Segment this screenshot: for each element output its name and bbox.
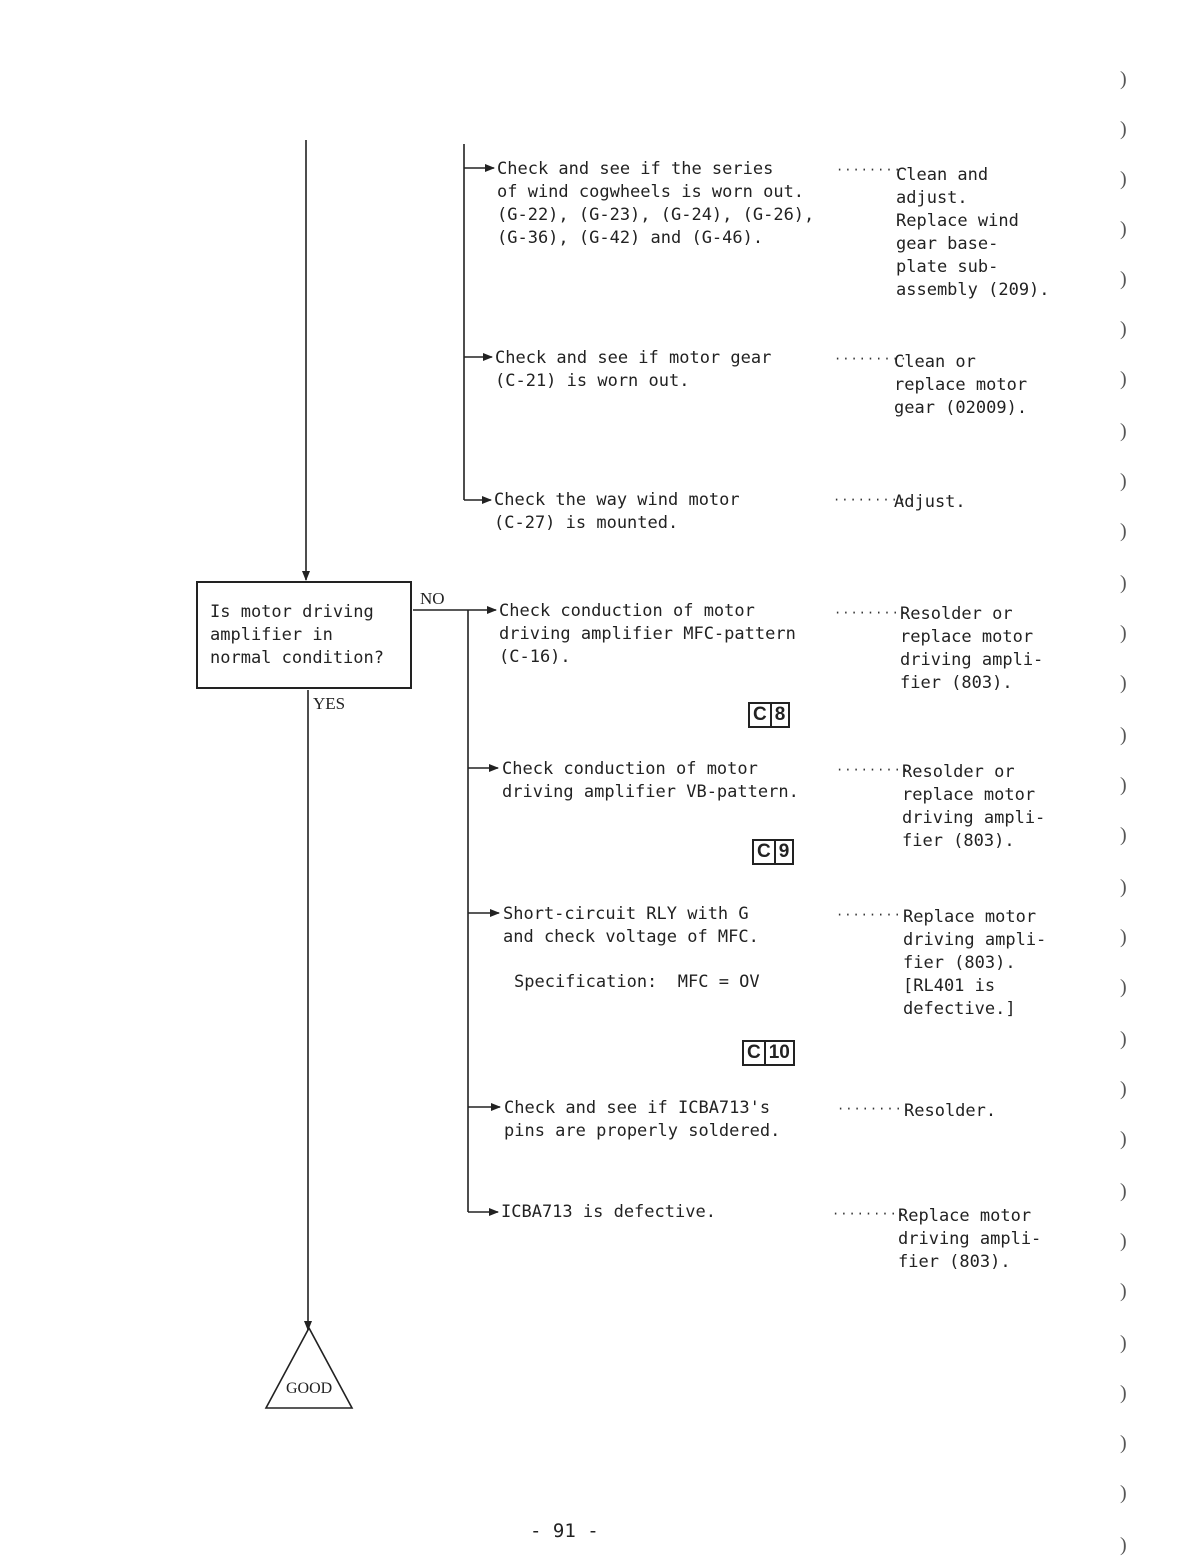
binding-mark: ) <box>1120 218 1127 240</box>
leader-dots: ········· <box>836 908 911 922</box>
binding-mark: ) <box>1120 1332 1127 1354</box>
binding-mark: ) <box>1120 1180 1127 1202</box>
leader-dots: ········· <box>833 493 908 507</box>
binding-mark: ) <box>1120 68 1127 90</box>
check-6-text: Short-circuit RLY with G and check voltage of MFC. <box>503 904 759 947</box>
remedy-4-text: Resolder or replace motor driving ampli- fier (803). <box>900 604 1044 693</box>
remedy-5-text: Resolder or replace motor driving ampli- fier (803). <box>902 762 1046 851</box>
check-3-text: Check the way wind motor (C-27) is mounted. <box>494 490 740 533</box>
reference-letter: C <box>747 1042 761 1063</box>
check-1-text: Check and see if the series of wind cogwheels is worn out. (G-22), (G-23), (G-24), (G-26), (G-36), (G-42) and (G-46). <box>497 159 815 248</box>
remedy-3-text: Adjust. <box>894 492 966 512</box>
binding-mark: ) <box>1120 1230 1127 1252</box>
remedy-1-text: Clean and adjust. Replace wind gear base- plate sub- assembly (209). <box>896 165 1050 300</box>
binding-mark: ) <box>1120 118 1127 140</box>
binding-mark: ) <box>1120 1128 1127 1150</box>
binding-mark: ) <box>1120 824 1127 846</box>
leader-dots: ········· <box>836 763 911 777</box>
binding-mark: ) <box>1120 622 1127 644</box>
check-4-text: Check conduction of motor driving amplifier MFC-pattern (C-16). <box>499 601 796 667</box>
remedy-8-text: Replace motor driving ampli- fier (803). <box>898 1206 1042 1272</box>
binding-mark: ) <box>1120 1482 1127 1504</box>
decision-text: Is motor driving amplifier in normal condition? <box>210 602 384 668</box>
good-terminal-label: GOOD <box>286 1380 333 1397</box>
binding-mark: ) <box>1120 368 1127 390</box>
remedy-7-text: Resolder. <box>904 1101 997 1121</box>
reference-letter: C <box>757 841 771 862</box>
check-6-specification: Specification: MFC = OV <box>514 972 760 992</box>
binding-mark: ) <box>1120 1382 1127 1404</box>
remedy-6-text: Replace motor driving ampli- fier (803). [RL401 is defective.] <box>903 907 1047 1019</box>
no-label: NO <box>420 589 445 608</box>
binding-mark: ) <box>1120 1280 1127 1302</box>
reference-number: 9 <box>774 841 793 863</box>
leader-dots: ········· <box>832 1207 907 1221</box>
leader-dots: ········· <box>837 1102 912 1116</box>
reference-box-c9 <box>752 839 794 865</box>
reference-letter: C <box>753 704 767 725</box>
binding-mark: ) <box>1120 1534 1127 1556</box>
binding-mark: ) <box>1120 520 1127 542</box>
yes-label: YES <box>313 694 346 713</box>
binding-mark: ) <box>1120 572 1127 594</box>
remedy-2-text: Clean or replace motor gear (02009). <box>894 352 1028 418</box>
reference-number: 8 <box>770 704 789 726</box>
binding-mark: ) <box>1120 168 1127 190</box>
decision-box <box>196 581 412 689</box>
binding-mark: ) <box>1120 1432 1127 1454</box>
binding-mark: ) <box>1120 1028 1127 1050</box>
binding-mark: ) <box>1120 724 1127 746</box>
binding-mark: ) <box>1120 976 1127 998</box>
reference-box-c10 <box>742 1040 795 1066</box>
check-8-text: ICBA713 is defective. <box>501 1202 716 1222</box>
binding-mark: ) <box>1120 470 1127 492</box>
page-number: - 91 - <box>530 1520 599 1542</box>
reference-number: 10 <box>764 1042 793 1064</box>
binding-mark: ) <box>1120 318 1127 340</box>
binding-mark: ) <box>1120 876 1127 898</box>
binding-mark: ) <box>1120 926 1127 948</box>
binding-mark: ) <box>1120 420 1127 442</box>
reference-box-c8 <box>748 702 790 728</box>
leader-dots: ········· <box>834 606 909 620</box>
binding-mark: ) <box>1120 1078 1127 1100</box>
binding-mark: ) <box>1120 672 1127 694</box>
leader-dots: ········· <box>836 163 911 177</box>
binding-mark: ) <box>1120 774 1127 796</box>
check-5-text: Check conduction of motor driving amplifier VB-pattern. <box>502 759 799 802</box>
check-7-text: Check and see if ICBA713's pins are properly soldered. <box>504 1098 781 1141</box>
leader-dots: ········· <box>834 352 909 366</box>
check-2-text: Check and see if motor gear (C-21) is worn out. <box>495 348 772 391</box>
binding-mark: ) <box>1120 268 1127 290</box>
